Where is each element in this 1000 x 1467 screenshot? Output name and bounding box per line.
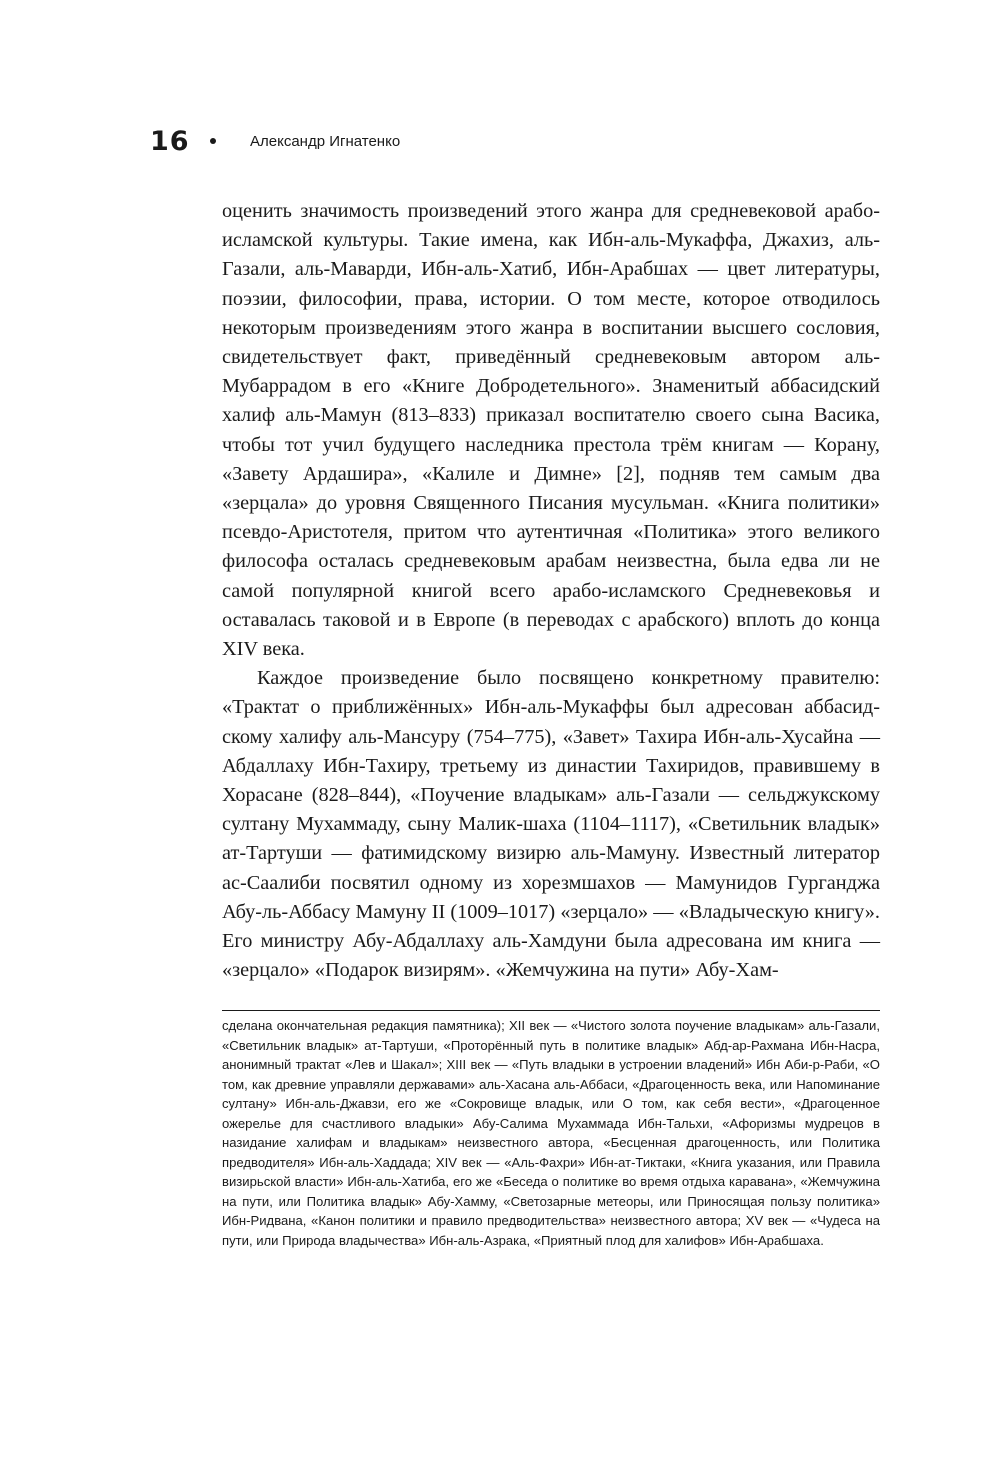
running-header [150,124,400,158]
running-head-author: Александр Игнатенко [250,132,401,150]
bullet-separator [210,138,216,144]
page-number: 16 [150,125,190,157]
paragraph-1: оценить значимость произведений этого жанра для средневековой арабо-исламской культуры. Такие имена, как Ибн-аль-Мукаффа, Джахиз, аль-Газали, аль-Маварди, Ибн-аль-Хатиб, Ибн-Арабшах — цвет литературы, поэзии, философии, права, истории. О том месте, которое отводилось некоторым произведениям этого жанра в воспитании высшего сословия, свидетельствует факт, приведённый средневековым автором аль-Мубаррадом в его «Книге Добродетельного». Знаменитый аббасидский халиф аль-Мамун (813–833) приказал воспитателю своего сына Васика, чтобы тот учил будущего наследника престола трём книгам — Корану, «Завету Ардашира», «Калиле и Димне» [2], подняв тем самым два «зерцала» до уровня Священного Писания мусульман. «Книга политики» псевдо-Аристотеля, притом что аутентичная «Политика» этого великого философа осталась средневековым арабам неизвестна, была едва ли не самой популярной книгой всего арабо-исламского Средневековья и оставалась таковой и в Европе (в переводах с арабского) вплоть до конца XIV века. [222,200,880,661]
footnote-divider [222,1010,880,1011]
footnote-text: сделана окончательная редакция памятника); XII век — «Чистого золота поучение владыкам» аль-Газали, «Светильник владык» ат-Тартуши, «Проторённый путь в политике владык» Абд-ар-Рахмана Ибн-Насра, анонимный трактат «Лев и Шакал»; XIII век — «Путь владыки в устроении владений» Ибн Аби-р-Раби, «О том, как древние управляли державами» аль-Хасана аль-Аббаси, «Драгоценность века, или Напоминание султану» Ибн-аль-Джавзи, его же «Сокровище владык, или О том, как себя вести», «Драгоценное ожерелье для счастливого владыки» Абу-Салима Мухаммада Ибн-Тальхи, «Афоризмы мудрецов в назидание халифам и владыкам» неизвестного автора, «Бесценная драгоценность, или Политика предводителя» Ибн-аль-Хаддада; XIV век — «Аль-Фахри» Ибн-ат-Тиктаки, «Книга указания, или Правила визирьской власти» Ибн-аль-Хатиба, его же «Беседа о политике во время отдыха каравана», «Жемчужина на пути, или Политика владык» Абу-Хамму, «Светозарные метеоры, или Приносящая пользу политика» Ибн-Ридвана, «Канон политики и правило предводительства» неизвестного автора; XV век — «Чудеса на пути, или Природа владычества» Ибн-аль-Азрака, «Приятный плод для халифов» Ибн-Арабшаха. [222,1018,880,1248]
main-text [222,197,880,985]
paragraph-2: Каждое произведение было посвящено конкретному правителю: «Трактат о приближённых» Ибн-аль-Мукаффы был адресован аббасидскому халифу аль-Мансуру (754–775), «Завет» Тахира Ибн-аль-Хусайна — Абдаллаху Ибн-Тахиру, третьему из династии Тахиридов, правившему в Хорасане (828–844), «Поучение владыкам» аль-Газали — сельджукскому султану Мухаммаду, сыну Малик-шаха (1104–1117), «Светильник владык» ат-Тартуши — фатимидскому визирю аль-Мамуну. Известный литератор ас-Саалиби посвятил одному из хорезмшахов — Мамунидов Гурганджа Абу-ль-Аббасу Мамуну II (1009–1017) «зерцало» — «Владыческую книгу». Его министру Абу-Абдаллаху аль-Хамдуни была адресована им книга — «зерцало» «Подарок визирям». «Жемчужина на пути» Абу-Хам- [222,667,880,982]
